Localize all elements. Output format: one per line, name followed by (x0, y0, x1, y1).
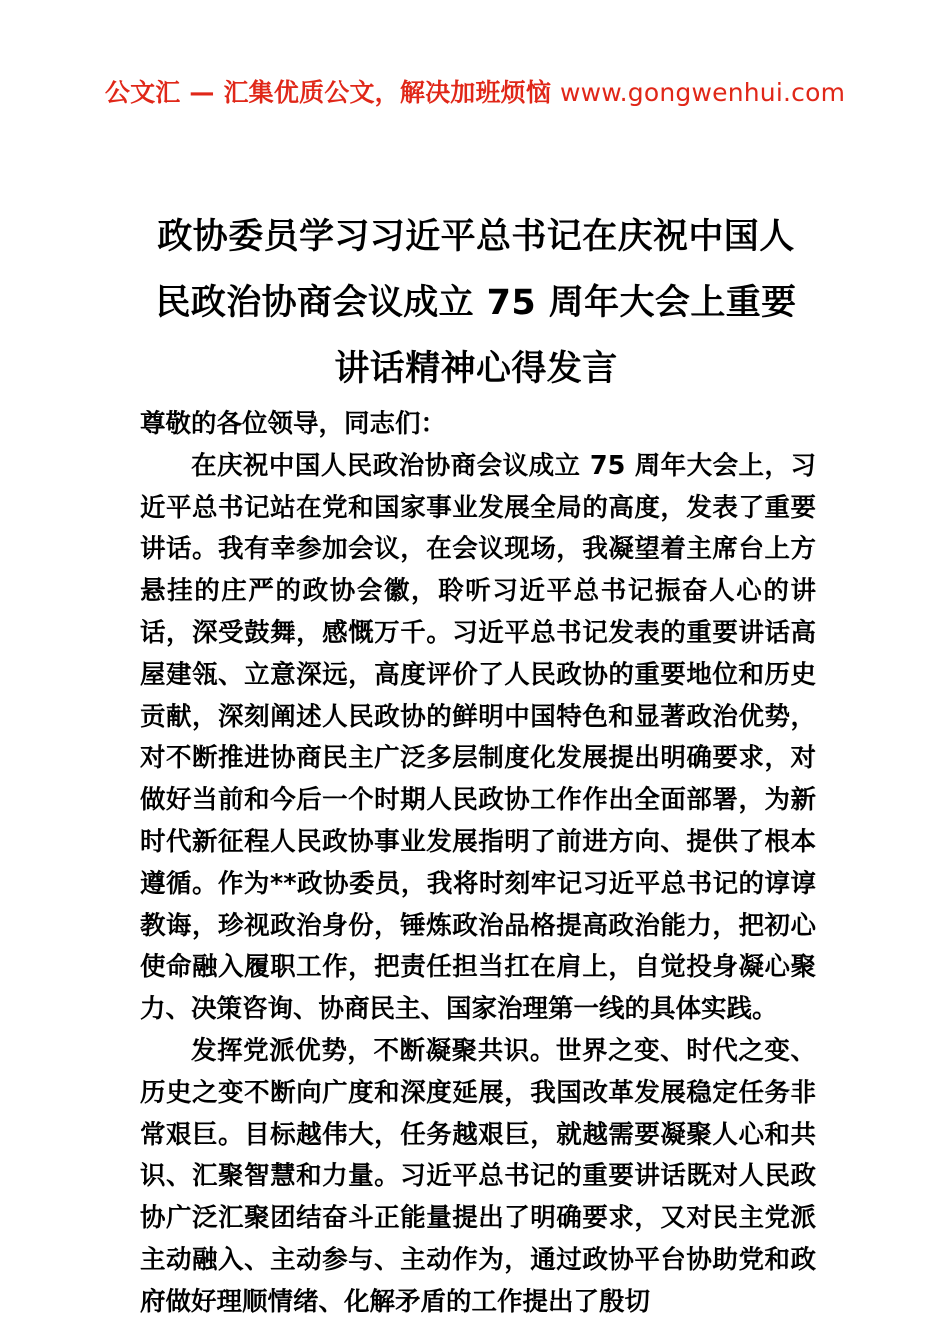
document-title: 政协委员学习习近平总书记在庆祝中国人民政治协商会议成立 75 周年大会上重要讲话精神心得发言 (155, 217, 797, 390)
site-watermark-banner (0, 78, 950, 108)
watermark-chinese-text: 公文汇 — 汇集优质公文，解决加班烦恼 (104, 78, 552, 107)
document-body (140, 404, 816, 1324)
body-paragraph-1: 在庆祝中国人民政治协商会议成立 75 周年大会上，习近平总书记站在党和国家事业发展全局的高度，发表了重要讲话。我有幸参加会议，在会议现场，我凝望着主席台上方悬挂的庄严的政协会徽，聆听习近平总书记振奋人心的讲话，深受鼓舞，感慨万千。习近平总书记发表的重要讲话高屋建瓴、立意深远，高度评价了人民政协的重要地位和历史贡献，深刻阐述人民政协的鲜明中国特色和显著政治优势，对不断推进协商民主广泛多层制度化发展提出明确要求，对做好当前和今后一个时期人民政协工作作出全面部署，为新时代新征程人民政协事业发展指明了前进方向、提供了根本遵循。作为**政协委员，我将时刻牢记习近平总书记的谆谆教诲，珍视政治身份，锤炼政治品格提高政治能力，把初心使命融入履职工作，把责任担当扛在肩上，自觉投身凝心聚力、决策咨询、协商民主、国家治理第一线的具体实践。 (140, 450, 816, 1025)
body-paragraph-2: 发挥党派优势，不断凝聚共识。世界之变、时代之变、历史之变不断向广度和深度延展，我国改革发展稳定任务非常艰巨。目标越伟大，任务越艰巨，就越需要凝聚人心和共识、汇聚智慧和力量。习近平总书记的重要讲话既对人民政协广泛汇聚团结奋斗正能量提出了明确要求，又对民主党派主动融入、主动参与、主动作为，通过政协平台协助党和政府做好理顺情绪、化解矛盾的工作提出了殷切 (140, 1035, 816, 1317)
salutation-line: 尊敬的各位领导，同志们： (140, 409, 447, 439)
watermark-url-text: www.gongwenhui.com (560, 78, 846, 107)
